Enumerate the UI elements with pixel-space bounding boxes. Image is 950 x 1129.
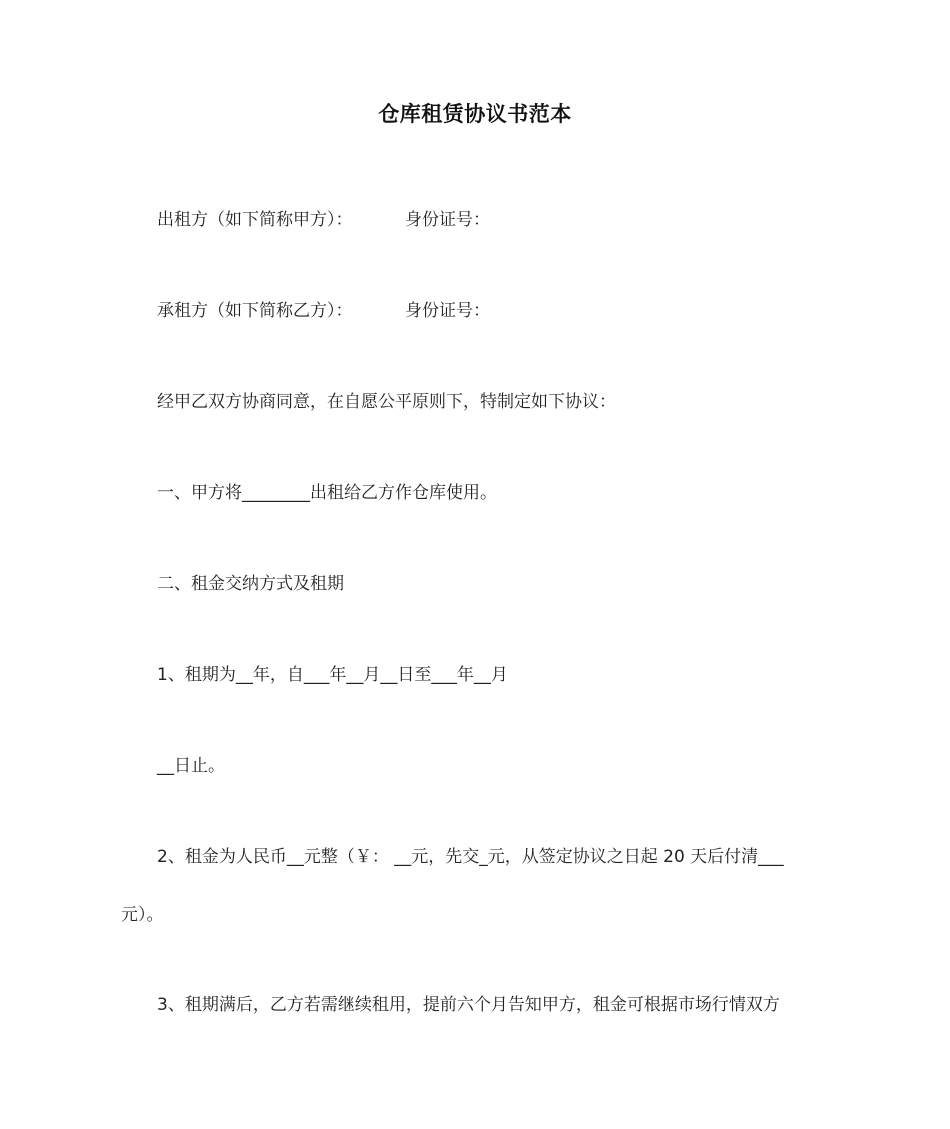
lessor-label: 出租方（如下简称甲方）： <box>157 210 353 230</box>
clause-2-1-line-1: 1、租期为__年，自___年__月__日至___年__月 <box>157 665 508 685</box>
agreement-intro: 经甲乙双方协商同意，在自愿公平原则下，特制定如下协议： <box>157 392 616 412</box>
clause-2-2-line-1: 2、租金为人民币__元整（￥： __元，先交_元，从签定协议之日起 20 天后付清___ <box>157 847 784 867</box>
lessor-line <box>157 208 490 232</box>
clause-2-heading: 二、租金交纳方式及租期 <box>157 574 344 594</box>
lessee-id-label: 身份证号： <box>405 301 490 321</box>
clause-2-1-line-2: __日止。 <box>157 756 225 776</box>
clause-2-2-line-2: 元）。 <box>121 905 164 925</box>
lessee-label: 承租方（如下简称乙方）： <box>157 301 353 321</box>
lessee-line <box>157 299 490 323</box>
clause-2-3-line-1: 3、租期满后，乙方若需继续租用，提前六个月告知甲方，租金可根据市场行情双方 <box>157 995 780 1015</box>
lessor-id-label: 身份证号： <box>405 210 490 230</box>
document-title: 仓库租赁协议书范本 <box>378 102 572 126</box>
clause-1: 一、甲方将________出租给乙方作仓库使用。 <box>157 483 497 503</box>
